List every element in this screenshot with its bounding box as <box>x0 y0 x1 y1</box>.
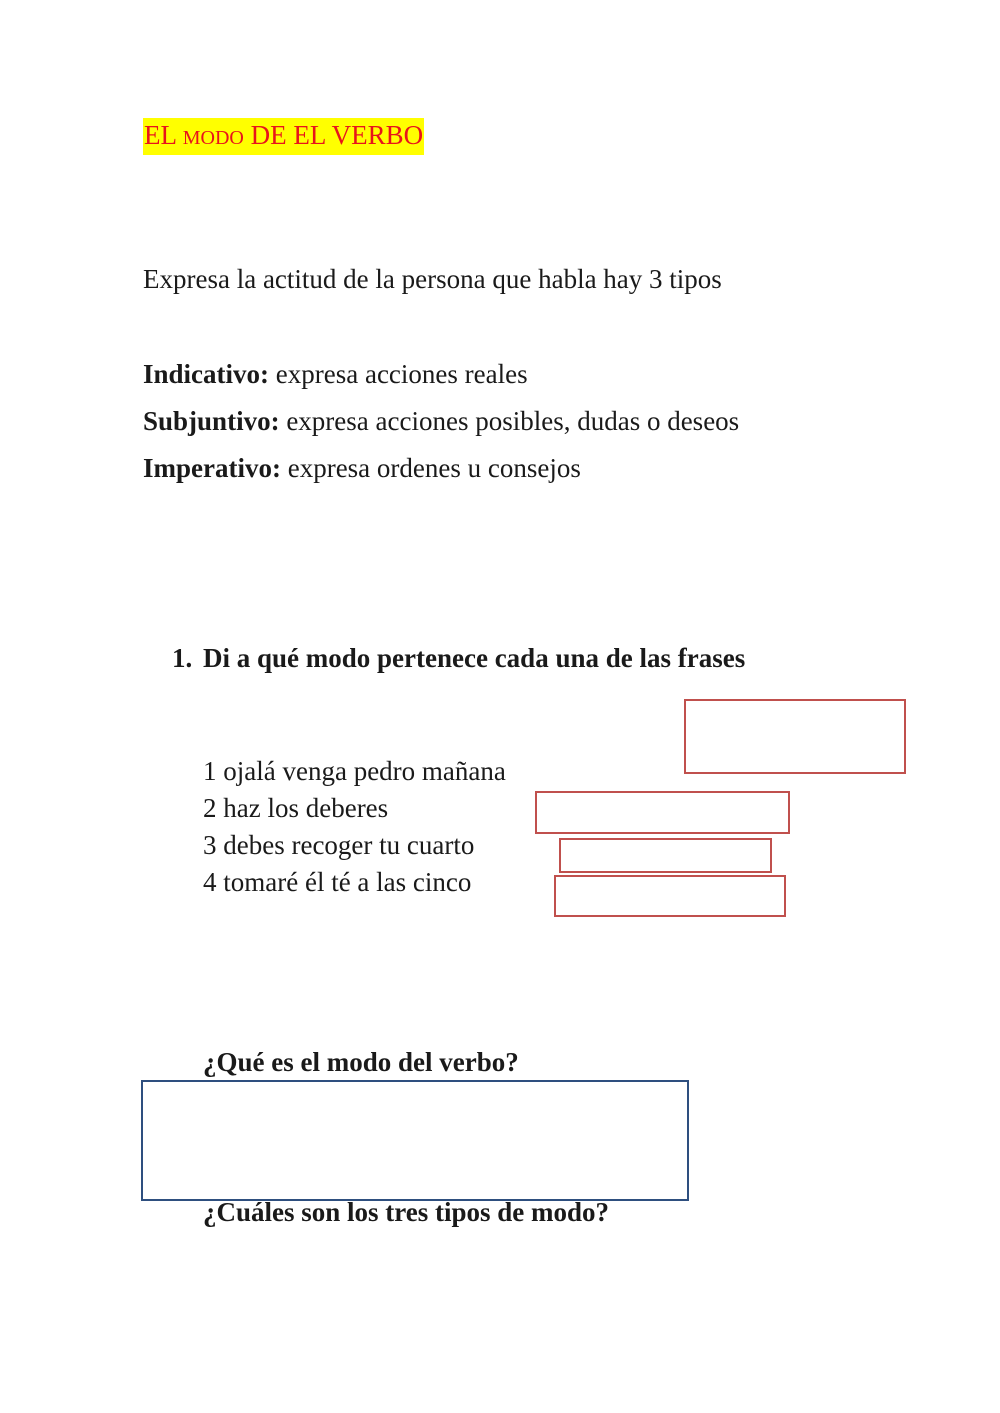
answer-box-1[interactable] <box>684 699 906 774</box>
answer-box-2[interactable] <box>535 791 790 834</box>
definition-term: Imperativo: <box>143 453 281 483</box>
definition-imperativo <box>143 451 581 485</box>
sentence-2: 2 haz los deberes <box>203 793 389 823</box>
title-part-2: MODO <box>182 127 244 149</box>
page-title <box>143 118 424 155</box>
exercise-number: 1. <box>172 643 193 673</box>
definition-indicativo <box>143 357 528 391</box>
sentence-3: 3 debes recoger tu cuarto <box>203 830 475 860</box>
definition-term: Indicativo: <box>143 359 270 389</box>
answer-box-modo-verbo[interactable] <box>141 1080 689 1201</box>
exercise-prompt-text: Di a qué modo pertenece cada una de las frases <box>203 643 746 673</box>
title-part-3: DE EL VERBO <box>243 120 424 150</box>
exercise-prompt <box>172 641 745 675</box>
definition-text: expresa acciones reales <box>269 359 528 389</box>
intro-text: Expresa la actitud de la persona que habla hay 3 tipos <box>143 264 722 294</box>
title-part-1: EL <box>144 120 183 150</box>
definition-text: expresa ordenes u consejos <box>280 453 581 483</box>
sentence-4: 4 tomaré él té a las cinco <box>203 867 472 897</box>
answer-box-3[interactable] <box>559 838 772 873</box>
sentence-1: 1 ojalá venga pedro mañana <box>203 756 506 786</box>
question-tres-tipos: ¿Cuáles son los tres tipos de modo? <box>203 1197 610 1227</box>
definition-term: Subjuntivo: <box>143 406 280 436</box>
answer-box-4[interactable] <box>554 875 786 917</box>
definition-subjuntivo <box>143 404 739 438</box>
question-modo-verbo: ¿Qué es el modo del verbo? <box>203 1047 519 1077</box>
definition-text: expresa acciones posibles, dudas o deseos <box>279 406 740 436</box>
